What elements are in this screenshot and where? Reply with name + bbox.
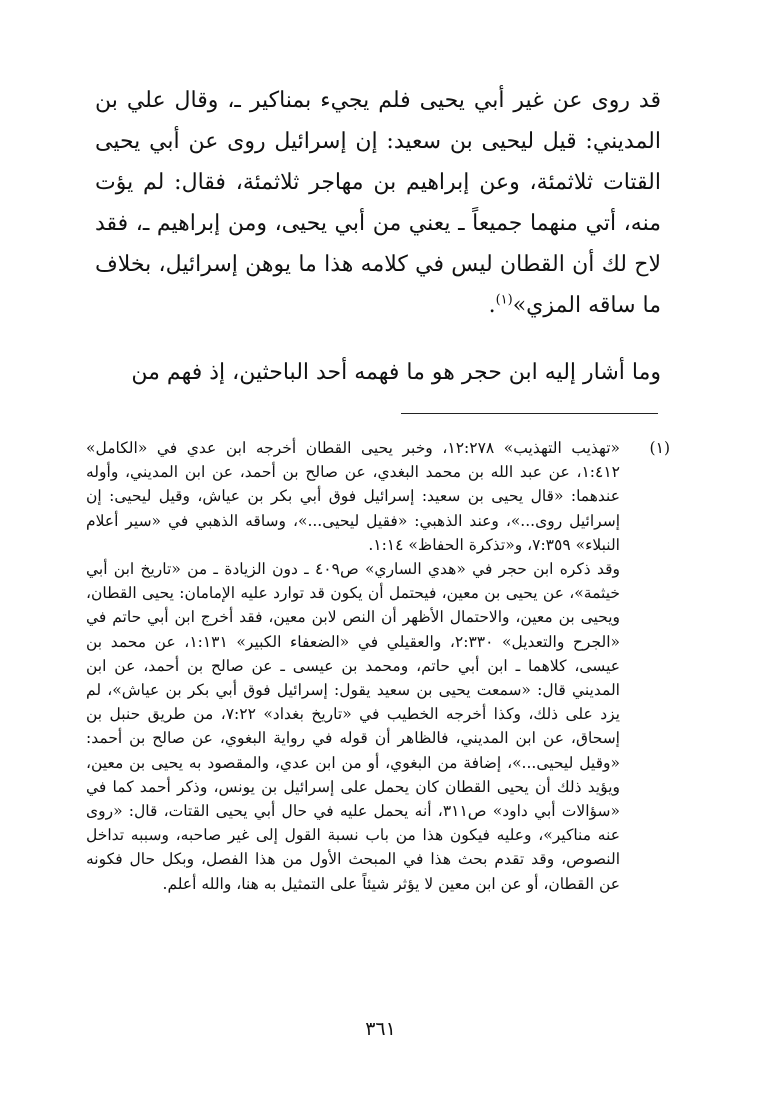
- footnote-1: [86, 436, 670, 896]
- footnotes-section: [86, 436, 670, 896]
- footnote-paragraph-1: «تهذيب التهذيب» ١٢:٢٧٨، وخبر يحيى القطان أخرجه ابن عدي في «الكامل» ١:٤١٢، عن عبد الله بن محمد البغدي، عن صالح بن أحمد، عن ابن المديني، وأوله عندهما: «قال يحيى بن سعيد: إسرائيل فوق أبي بكر بن عياش، وقيل ليحيى: إن إسرائيل روى...»، وعند الذهبي: «فقيل ليحيى...»، وساقه الذهبي في «سير أعلام النبلاء» ٧:٣٥٩، و«تذكرة الحفاظ» ١:١٤.: [86, 439, 620, 554]
- main-paragraph-1: [95, 80, 661, 326]
- main-paragraph-2: وما أشار إليه ابن حجر هو ما فهمه أحد الباحثين، إذ فهم من: [131, 360, 661, 385]
- footnote-number: (١): [649, 439, 670, 457]
- footnote-body: [86, 436, 620, 896]
- footnote-separator: [401, 413, 658, 414]
- paragraph-end-mark: .: [488, 293, 496, 318]
- page-number: ٣٦١: [365, 1018, 396, 1040]
- footnote-paragraph-2: وقد ذكره ابن حجر في «هدي الساري» ص٤٠٩ ـ دون الزيادة ـ من «تاريخ ابن أبي خيثمة»، عن يحيى بن معين، فيحتمل أن يكون قد توارد عليه الإمامان: يحيى القطان، ويحيى بن معين، والاحتمال الأظهر أن النص لابن معين، فقد أخرج ابن أبي حاتم في «الجرح والتعديل» ٢:٣٣٠، والعقيلي في «الضعفاء الكبير» ١:١٣١، عن محمد بن عيسى، كلاهما ـ ابن أبي حاتم، ومحمد بن عيسى ـ عن صالح بن أحمد، عن ابن المديني قال: «سمعت يحيى بن سعيد يقول: إسرائيل فوق أبي بكر بن عياش»، لم يزد على ذلك، وكذا أخرجه الخطيب في «تاريخ بغداد» ٧:٢٢، من طريق حنبل بن إسحاق، عن ابن المديني، فالظاهر أن قوله في رواية البغوي، عن صالح بن أحمد: «وقيل ليحيى...»، إضافة من البغوي، أو من ابن عدي، والمقصود به يحيى بن معين، ويؤيد ذلك أن يحيى القطان كان يحمل على إسرائيل بن يونس، وذكر أحمد كما في «سؤالات أبي داود» ص٣١١، أنه يحمل عليه في حال أبي يحيى القتات، قال: «روى عنه مناكير»، وعليه فيكون هذا من باب نسبة القول إلى غير صاحبه، وسببه تداخل النصوص، وقد تقدم بحث هذا في المبحث الأول من هذا الفصل، وبكل حال فكونه عن القطان، أو عن ابن معين لا يؤثر شيئاً على التمثيل به هنا، والله أعلم.: [86, 560, 620, 893]
- main-text: [95, 80, 661, 393]
- footnote-reference: (١): [495, 292, 513, 308]
- main-paragraph-1-text: قد روى عن غير أبي يحيى فلم يجيء بمناكير ـ، وقال علي بن المديني: قيل ليحيى بن سعيد: إن إسرائيل روى عن أبي يحيى القتات ثلاثمئة، وعن إبراهيم بن مهاجر ثلاثمئة، فقال: لم يؤت منه، أتي منهما جميعاً ـ يعني من أبي يحيى، ومن إبراهيم ـ، فقد لاح لك أن القطان ليس في كلامه هذا ما يوهن إسرائيل، بخلاف ما ساقه المزي»: [95, 88, 661, 318]
